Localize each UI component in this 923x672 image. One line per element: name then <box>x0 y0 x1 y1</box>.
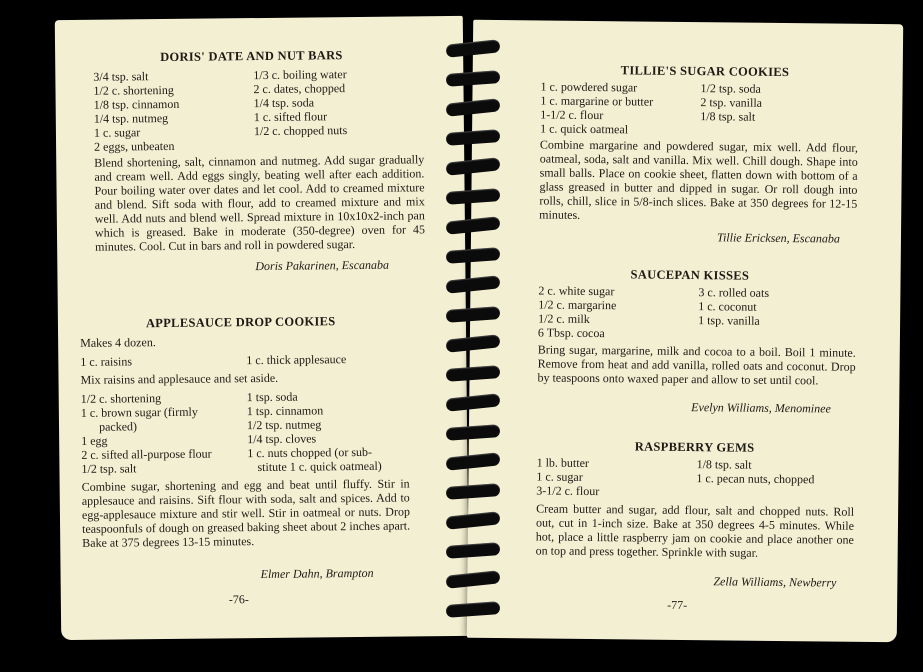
recipe-title: APPLESAUCE DROP COOKIES <box>145 314 336 331</box>
ingredient: 1 c. sugar <box>93 125 141 140</box>
left-page <box>55 16 469 640</box>
spiral-ring <box>446 129 501 146</box>
recipe-author: Tillie Ericksen, Escanaba <box>716 230 841 246</box>
ingredient: 1/2 tsp. nutmeg <box>246 417 322 433</box>
spiral-ring <box>445 98 500 117</box>
ingredient: 1 c. nuts chopped (or sub- <box>247 444 373 461</box>
ingredient: 3 c. rolled oats <box>698 285 770 300</box>
directions: Cream butter and sugar, add flour, salt and chopped nuts. Roll out, cut in 1-inch size. Bake at 350 degrees 4-5 minutes. While hot, place a little raspberry jam on cookie and place another one on top and press together. Sprinkle with sugar. <box>535 501 855 560</box>
directions: Combine sugar, shortening and egg and beat until fluffy. Stir in applesauce and raisins. Sift flour with soda, salt and spices. Add to egg-applesauce mixture and stir well. Stir in oatmeal or nuts. Drop teaspoonfuls of dough on greased baking sheet about 2 inches apart. Bake at 375 degrees 13-15 minutes. <box>81 476 411 550</box>
recipe-title: RASPBERRY GEMS <box>634 439 755 455</box>
ingredient: 2 eggs, unbeaten <box>94 138 175 154</box>
recipe-author: Zella Williams, Newberry <box>713 574 837 590</box>
ingredient: 3/4 tsp. salt <box>93 69 149 84</box>
right-page-content <box>467 20 903 642</box>
spiral-ring <box>446 601 501 618</box>
ingredient: 1 c. brown sugar (firmly <box>80 404 198 420</box>
spiral-ring <box>445 393 500 412</box>
spiral-ring <box>446 365 501 382</box>
recipe-author: Elmer Dahn, Brampton <box>260 565 374 582</box>
ingredient: 1/2 tsp. salt <box>81 461 137 476</box>
ingredient: 1 c. thick applesauce <box>246 352 347 368</box>
ingredient: 1 c. quick oatmeal <box>540 121 629 137</box>
spiral-ring <box>446 247 501 264</box>
ingredient: 2 c. sifted all-purpose flour <box>81 446 212 462</box>
spiral-ring <box>446 188 501 205</box>
ingredient: 1/4 tsp. nutmeg <box>93 110 169 126</box>
ingredient: 1 c. margarine or butter <box>540 93 654 109</box>
ingredient: 1 egg <box>81 433 108 448</box>
ingredient: 1/4 tsp. cloves <box>247 431 317 447</box>
ingredient: 1/2 c. shortening <box>80 391 162 406</box>
ingredient: 1/2 c. margarine <box>538 297 617 313</box>
spiral-ring <box>446 424 501 441</box>
ingredient: 1/4 tsp. soda <box>253 95 315 111</box>
recipe-title: DORIS' DATE AND NUT BARS <box>160 48 343 65</box>
spiral-ring <box>445 570 500 589</box>
ingredient: 1/2 c. milk <box>538 311 590 327</box>
ingredient: 3-1/2 c. flour <box>536 483 600 499</box>
ingredient: 1 tsp. cinnamon <box>246 403 324 419</box>
page-number: -76- <box>228 592 249 607</box>
ingredient: 1/8 tsp. salt <box>700 109 756 124</box>
ingredient: 1 tsp. vanilla <box>698 313 760 328</box>
left-page-content <box>55 16 469 640</box>
ingredient: 1 c. powdered sugar <box>540 79 638 95</box>
ingredient: 1/2 tsp. soda <box>700 81 761 96</box>
ingredient: 1 c. sugar <box>536 469 583 484</box>
ingredient: 2 c. white sugar <box>538 283 615 299</box>
directions: Blend shortening, salt, cinnamon and nutmeg. Add sugar gradually and cream well. Add eggs singly, beating well after each addition. Pour boiling water over dates and let cool. Add to creamed mixture and blend. Sift soda with flour, add to creamed mixture and mix well. Add nuts and blend well. Spread mixture in 10x10x2-inch pan which is greased. Bake in moderate (350-degree) oven for 45 minutes. Cool. Cut in bars and roll in powdered sugar. <box>94 152 426 254</box>
ingredient: 1/3 c. boiling water <box>253 67 347 83</box>
recipe-title: SAUCEPAN KISSES <box>630 267 750 283</box>
recipe-author: Doris Pakarinen, Escanaba <box>255 257 390 274</box>
spiral-binding <box>444 0 504 672</box>
directions-step: Mix raisins and applesauce and set aside. <box>80 370 279 387</box>
ingredient: 1 c. sifted flour <box>253 109 328 125</box>
ingredient: 1/8 tsp. salt <box>696 457 752 472</box>
ingredient: 1 tsp. soda <box>246 389 298 405</box>
spiral-ring <box>445 334 500 353</box>
ingredient: 1/2 c. chopped nuts <box>253 123 348 139</box>
ingredient: packed) <box>98 419 138 434</box>
ingredient: 1 c. coconut <box>698 299 757 314</box>
directions: Bring sugar, margarine, milk and cocoa to a boil. Boil 1 minute. Remove from heat and add vanilla, rolled oats and coconut. Drop by teaspoons onto waxed paper and allow to set until cool. <box>537 342 856 388</box>
directions: Combine margarine and powdered sugar, mix well. Add flour, oatmeal, soda, salt and vanilla. Mix well. Chill dough. Shape into small balls. Place on cookie sheet, flatten down with bottom of a glass greased in butter and dipped in sugar. Or roll dough into rolls, chill, slice in 5/8-inch slices. Bake at 350 degrees for 12-15 minutes. <box>539 137 859 222</box>
recipe-title: TILLIE'S SUGAR COOKIES <box>620 63 790 80</box>
spiral-ring <box>445 452 500 471</box>
ingredient: 1 c. raisins <box>80 354 133 369</box>
ingredient: 2 c. dates, chopped <box>253 81 346 97</box>
spiral-ring <box>446 542 501 559</box>
ingredient: 1 lb. butter <box>536 455 590 471</box>
recipe-yield: Makes 4 dozen. <box>80 335 156 350</box>
ingredient: 1/2 c. shortening <box>93 82 174 98</box>
page-number: -77- <box>667 597 688 613</box>
spiral-ring <box>445 275 500 294</box>
ingredient: stitute 1 c. quick oatmeal) <box>257 458 382 475</box>
ingredient: 6 Tbsp. cocoa <box>537 325 605 341</box>
recipe-author: Evelyn Williams, Menominee <box>691 400 831 416</box>
spiral-ring <box>446 306 501 323</box>
spiral-ring <box>446 483 501 500</box>
spiral-ring <box>445 39 500 58</box>
ingredient: 1/8 tsp. cinnamon <box>93 96 180 112</box>
ingredient: 1-1/2 c. flour <box>540 107 604 123</box>
spiral-ring <box>446 70 501 87</box>
spiral-ring <box>445 216 500 235</box>
right-page <box>467 20 903 642</box>
spiral-ring <box>445 511 500 530</box>
ingredient: 2 tsp. vanilla <box>700 95 763 110</box>
ingredient: 1 c. pecan nuts, chopped <box>696 471 815 487</box>
spiral-ring <box>445 157 500 176</box>
